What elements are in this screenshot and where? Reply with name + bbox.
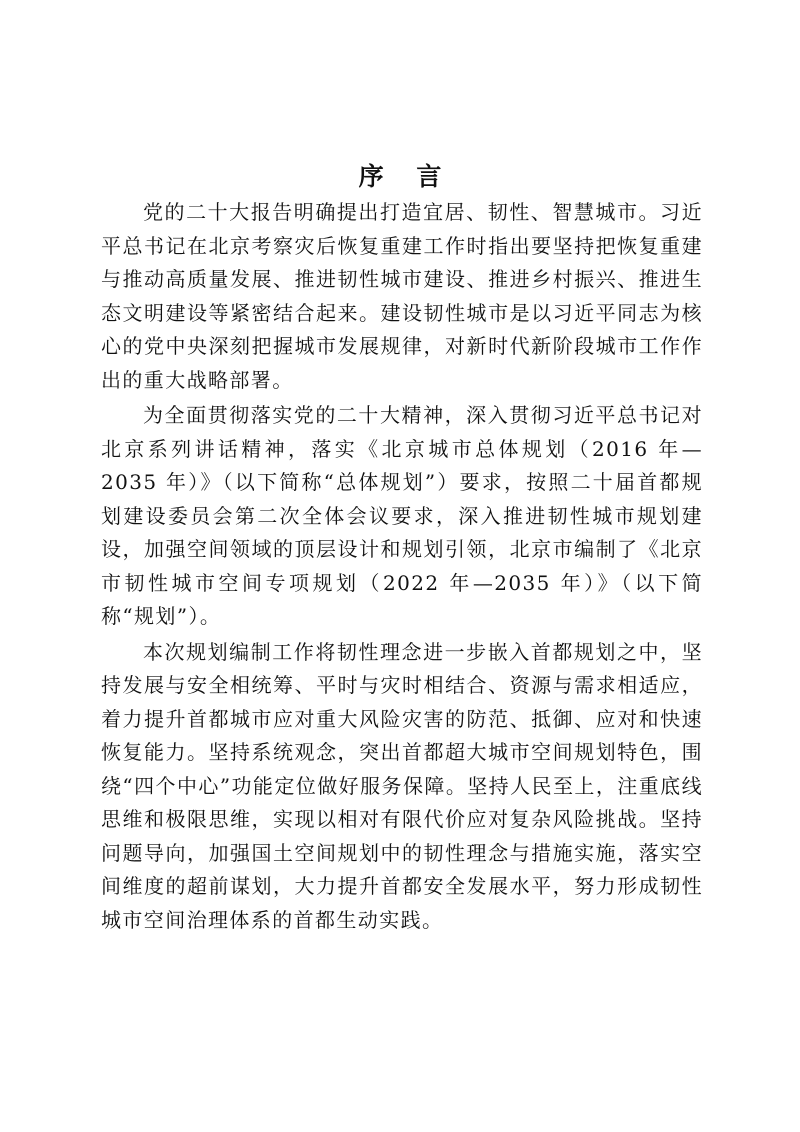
paragraph: 本次规划编制工作将韧性理念进一步嵌入首都规划之中，坚持发展与安全相统筹、平时与灾时相结合、资源与需求相适应，着力提升首都城市应对重大风险灾害的防范、抵御、应对和快速恢复能力。坚持系统观念，突出首都超大城市空间规划特色，围绕“四个中心”功能定位做好服务保障。坚持人民至上，注重底线思维和极限思维，实现以相对有限代价应对复杂风险挑战。坚持问题导向，加强国土空间规划中的韧性理念与措施实施，落实空间维度的超前谋划，大力提升首都安全发展水平，努力形成韧性城市空间治理体系的首都生动实践。 bbox=[101, 639, 703, 932]
paragraph: 为全面贯彻落实党的二十大精神，深入贯彻习近平总书记对北京系列讲话精神，落实《北京城市总体规划（2016 年—2035 年）》（以下简称“总体规划”）要求，按照二十届首都规划建设委员会第二次全体会议要求，深入推进韧性城市规划建设，加强空间领域的顶层设计和规划引领，北京市编制了《北京市韧性城市空间专项规划（2022 年—2035 年）》（以下简称“规划”）。 bbox=[101, 403, 703, 628]
document-body bbox=[101, 196, 703, 937]
paragraph: 党的二十大报告明确提出打造宜居、韧性、智慧城市。习近平总书记在北京考察灾后恢复重建工作时指出要坚持把恢复重建与推动高质量发展、推进韧性城市建设、推进乡村振兴、推进生态文明建设等紧密结合起来。建设韧性城市是以习近平同志为核心的党中央深刻把握城市发展规律，对新时代新阶段城市工作作出的重大战略部署。 bbox=[101, 200, 703, 392]
page-title: 序 言 bbox=[358, 161, 454, 191]
